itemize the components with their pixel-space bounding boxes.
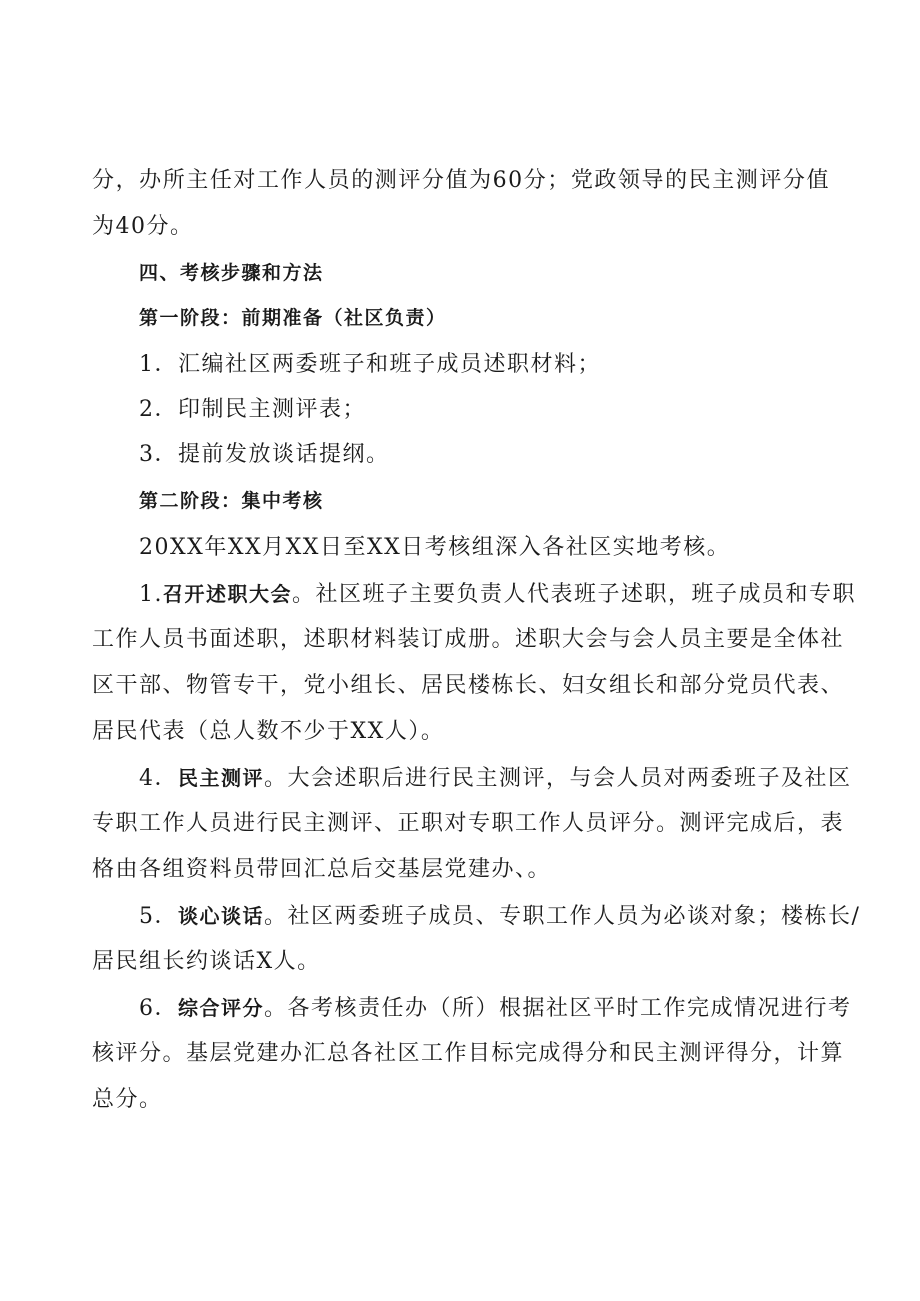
paragraph-line: 核评分。基层党建办汇总各社区工作目标完成得分和民主测评得分，计算 (92, 1041, 845, 1066)
item-text: 。社区班子主要负责人代表班子述职，班子成员和专职 (292, 582, 857, 607)
item-text: 。社区两委班子成员、专职工作人员为必谈对象；楼栋长/ (264, 904, 861, 929)
paragraph-line: 居民组长约谈话X人。 (92, 949, 321, 974)
paragraph-line: 为40分。 (92, 214, 194, 239)
item-number: 5． (139, 904, 178, 929)
paragraph-line (139, 763, 852, 794)
paragraph-line: 20XX年XX月XX日至XX日考核组深入各社区实地考核。 (139, 535, 731, 560)
list-item: 2．印制民主测评表； (139, 397, 366, 422)
item-title: 民主测评 (178, 766, 264, 790)
paragraph-line: 区干部、物管专干，党小组长、居民楼栋长、妇女组长和部分党员代表、 (92, 673, 845, 698)
stage-heading: 第一阶段：前期准备（社区负责） (139, 307, 447, 329)
item-number: 1. (139, 582, 163, 607)
paragraph-line: 格由各组资料员带回汇总后交基层党建办、。 (92, 857, 552, 882)
paragraph-line: 总分。 (92, 1087, 163, 1112)
stage-heading: 第二阶段：集中考核 (139, 490, 324, 512)
item-title: 综合评分 (178, 996, 264, 1020)
paragraph-line: 分，办所主任对工作人员的测评分值为60分；党政领导的民主测评分值 (92, 168, 830, 193)
list-item: 3．提前发放谈话提纲。 (139, 442, 390, 467)
paragraph-line (139, 579, 857, 610)
paragraph-line (139, 993, 852, 1024)
list-item: 1．汇编社区两委班子和班子成员述职材料； (139, 352, 601, 377)
item-title: 谈心谈话 (178, 904, 264, 928)
paragraph-line: 居民代表（总人数不少于XX人）。 (92, 719, 445, 744)
item-text: 。各考核责任办（所）根据社区平时工作完成情况进行考 (264, 996, 852, 1021)
paragraph-line: 工作人员书面述职，述职材料装订成册。述职大会与会人员主要是全体社 (92, 627, 845, 652)
paragraph-line (139, 901, 861, 932)
item-number: 6． (139, 996, 178, 1021)
item-text: 。大会述职后进行民主测评，与会人员对两委班子及社区 (264, 766, 852, 791)
paragraph-line: 专职工作人员进行民主测评、正职对专职工作人员评分。测评完成后，表 (92, 811, 845, 836)
item-title: 召开述职大会 (163, 582, 292, 606)
section-heading: 四、考核步骤和方法 (139, 262, 324, 284)
item-number: 4． (139, 766, 178, 791)
